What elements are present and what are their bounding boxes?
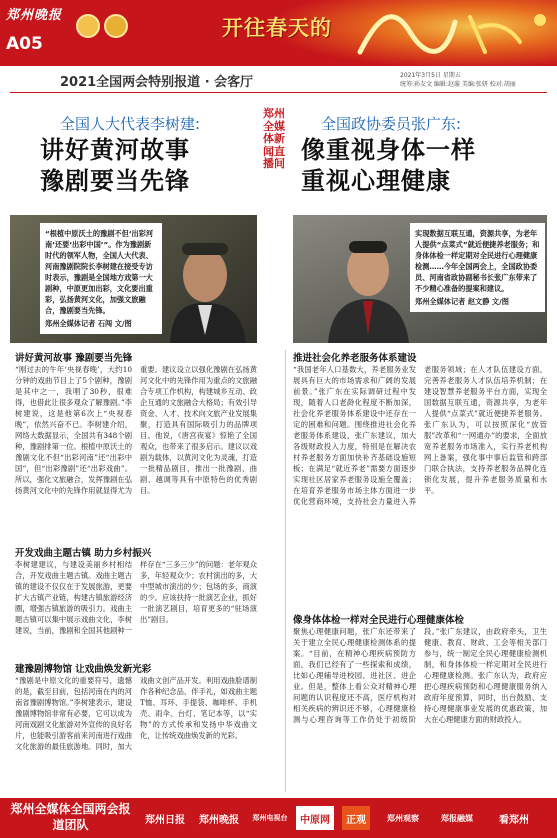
footer-logo-8: 看郑州 (499, 814, 529, 826)
cppcc-emblem-icon (104, 14, 128, 38)
newspaper-name: 郑州晚报 (6, 8, 63, 23)
issue-date: 2021年3月5日 星期五 (400, 72, 461, 79)
section-body-5: 聚焦心理健康问题，张广东还带来了关于建立全民心理健康检测体系的提案。“目前，在精神心理疾病预防方面，我们已经有了一些探索和成绩，比如心理辅导进校园、进社区、进企业。但是，整体上看公众对精神心理问题的认识程度还不高，医疗机构对相关疾病的辨识还不够，心理健康检测与心理咨询等工作仍处于初级阶段。”张广东建议，由政府牵头，卫生健康、教育、财政、工会等相关部门参与，统一制定全民心理健康检测机制，和身体体检一样定期对全民进行心理健康检测。张广东认为，政府应把心理疾病预防和心理健康服务纳入政府年度预算，同时，出台鼓励、支持心理健康事业发展的优惠政策，加大在心理健康方面的财政投入。 (293, 627, 547, 724)
footer-logo-3: 郑州电视台 (252, 814, 288, 822)
masthead-banner (0, 0, 557, 66)
footer-logo-6: 郑州观察 (387, 813, 419, 823)
footer-logo-4: 中原网 (296, 806, 334, 830)
header-divider (10, 92, 547, 93)
right-kicker: 全国政协委员张广东: (321, 115, 462, 133)
section-body-1: “刚过去的牛年‘央视春晚’，大约10分钟的戏曲节目上了5个剧种，豫剧是其中之一，我唱了30秒，很难得，也借此让很多观众了解豫剧。”李树建说，这是他第6次上“央视春晚”，依然兴奋不已。李树建介绍，网络大数据显示，全国共有348个剧种，豫剧排第一位。根植中原沃土的豫剧文化不但“出彩河南”还“出彩中国”，但“出彩豫剧”还“出彩戏曲”。所以，强化文旅融合，发挥豫剧在弘扬黄河文化中的先锋作用就显得尤为重要。建议设立以强化豫剧在弘扬黄河文化中的先锋作用为重点的文旅融合专项工作机构，构建城乡互动、政企互通的文旅融合大格局；有效引导资金、人才、技术向文旅产业发展集聚，打造具有国际吸引力的品牌项目。他说，《唐宫夜宴》惊艳了全国观众，也带来了很多启示。建议以戏剧为载体，以黄河文化为灵魂，打造一批精品剧目，推出一批豫剧、曲剧、越调等具有中原特色的优秀剧目。 (15, 365, 257, 495)
special-report-title: 2021全国两会特别报道 · 会客厅 (60, 75, 254, 90)
footer-logo-7: 郑报融媒 (441, 813, 473, 823)
calligraphy-spring-icon (335, 2, 555, 62)
left-headline-line-2: 豫剧要当先锋 (40, 167, 190, 195)
right-headline-line-1: 像重视身体一样 (301, 136, 476, 164)
footer-title: 郑州全媒体全国两会报道团队 (10, 802, 131, 832)
right-callout-text: 实现数据互联互通，资源共享，为老年人提供“点菜式”就近便捷养老服务；和身体体检一样定期对全民进行心理健康检测……今年全国两会上，全国政协委员、河南省政协副秘书长张广东带来了不少精心准备的提案和建议。 (415, 229, 540, 293)
section-body-2: 李树建建议，与建设美丽乡村相结合，开发戏曲主题古镇。戏曲主题古镇的建设不仅仅在于发展旅游，更要扩大古镇产业链，构建古镇旅游经济圈，增强古镇旅游的吸引力。戏曲主题古镇可以集中展示戏曲文化，李树建说，当前，豫剧和全国其他剧种一样存在“三多三少”的问题：老年观众多，年轻观众少；农村演出的多，大中型城市演出的少；包场的多，商演的少。应该扶持一批演艺企业，抓好一批演艺剧目，培育更多的“驻场演出”剧目。 (15, 560, 257, 635)
right-headline-line-2: 重视心理健康 (301, 167, 451, 195)
section-title-1: 讲好黄河故事 豫剧要当先锋 (15, 353, 133, 364)
right-callout (410, 223, 545, 312)
section-title-4: 推进社会化养老服务体系建设 (293, 353, 417, 364)
section-body-3: “豫剧是中原文化的重要符号，遗憾的是，截至目前，包括河南在内的河南省豫剧博物馆。”李树建表示，建设豫剧博物馆非常有必要，它可以成为河南戏剧文化旅游对外宣传的良好名片，也能吸引游客前来河南进行戏曲文化旅游的最佳旅游地。同时，加大戏曲文创产品开发。利用戏曲脸谱制作各种纪念品、伴手礼，如戏曲主题T恤、耳环、手提袋、咖啡杯、手机壳、雨伞、台灯、笔记本等，以“实物”的方式传承和发扬中华戏曲文化，让传统戏曲焕发新的光彩。 (15, 676, 257, 751)
column-divider (285, 350, 286, 792)
vertical-section-label: 郑州全媒体新闻直播间 (263, 107, 285, 170)
slogan: 开往春天的 (222, 16, 332, 40)
section-title-3: 建豫剧博物馆 让戏曲焕发新光彩 (15, 664, 152, 675)
footer-banner (0, 798, 557, 838)
editor-credits: 统筹:孙友文 编辑:赵璇 美编:张妍 校对:胡丽 (400, 81, 516, 88)
section-title-2: 开发戏曲主题古镇 助力乡村振兴 (15, 548, 152, 559)
left-kicker: 全国人大代表李树建: (60, 115, 201, 133)
footer-logo-5: 正观 (342, 806, 370, 830)
section-body-4: “我国老年人口基数大，养老服务业发展具有巨大的市场需求和广阔的发展前景。”张广东在实际调研过程中发现，随着人口老龄化程度不断加深，社会化养老服务体系建设中还存在一定的困难和问题。围绕推进社会化养老服务体系建设，张广东建议，加大各级财政投入力度，特别是在解决农村养老服务方面加快补齐基础设施短板；在满足“就近养老”需要方面逐步实现社区居家养老服务设施全覆盖；在培育养老服务市场主体方面进一步优化营商环境，支持社会力量进入养老服务领域；在人才队伍建设方面，完善养老服务人才队伍培养机制；在建设智慧养老服务平台方面，实现全国数据互联互通，资源共享，为老年人提供“点菜式”就近便捷养老服务。张广东认为，可以按照深化“放管服”改革和“一网通办”的要求，全面放宽养老服务市场准入，实行养老机构网上备案，强化事中事后监管和跨部门联合执法，支持养老服务品牌化连锁化发展，提升养老服务质量和水平。 (293, 365, 547, 506)
page-number: A05 (6, 34, 43, 54)
footer-logo-2: 郑州晚报 (199, 814, 239, 826)
section-title-5: 像身体体检一样对全民进行心理健康体检 (293, 615, 465, 626)
left-callout-text: “根植中原沃土的豫剧不但‘出彩河南’还要‘出彩中国’”。作为豫剧新时代的领军人物，全国人大代表、河南豫剧院院长李树建在接受专访时表示，豫剧是全国地方戏第一大剧种，中原更加出彩，文化要出重彩，弘扬黄河文化，加强文旅融合，豫剧要当先锋。 (45, 229, 154, 315)
left-byline: 郑州全媒体记者 石闯 文/图 (45, 319, 132, 328)
footer-logo-1: 郑州日报 (145, 814, 185, 826)
special-report-bar (0, 66, 557, 92)
left-headline-line-1: 讲好黄河故事 (40, 136, 190, 164)
national-emblem-icon (76, 14, 100, 38)
right-byline: 郑州全媒体记者 赵文静 文/图 (415, 297, 509, 306)
left-callout (40, 223, 162, 334)
